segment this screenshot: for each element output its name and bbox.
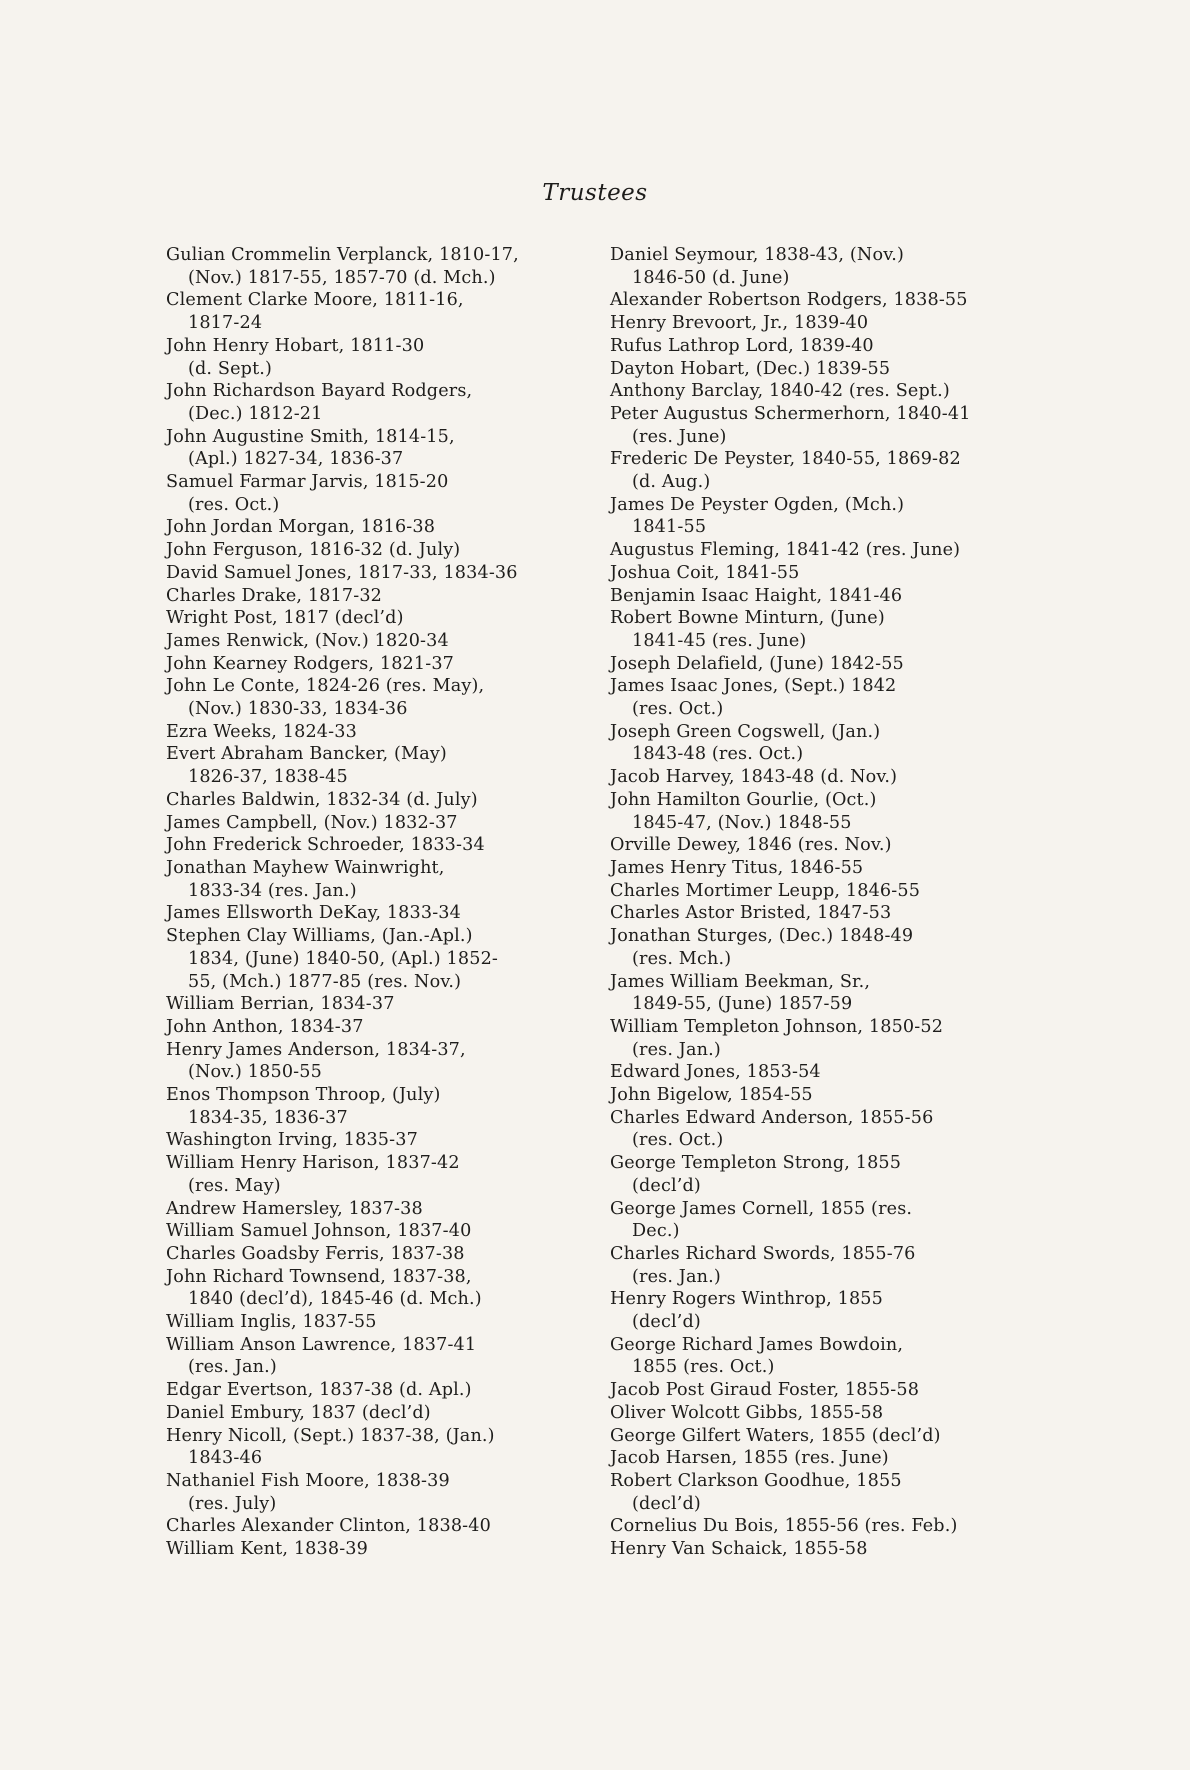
trustee-entry [610, 675, 1050, 720]
trustee-name-line: John Henry Hobart, 1811-30 [166, 335, 425, 356]
trustee-entry [166, 1470, 586, 1515]
trustee-entry [610, 1152, 1050, 1197]
trustee-name-line: James Isaac Jones, (Sept.) 1842 [610, 676, 897, 697]
trustee-continuation-line: (Apl.) 1827-34, 1836-37 [188, 449, 404, 470]
trustee-name-line: Jonathan Mayhew Wainwright, [166, 857, 445, 878]
trustee-entry [166, 1220, 586, 1243]
trustee-name-line: Henry Brevoort, Jr., 1839-40 [610, 313, 869, 334]
trustee-name-line: Rufus Lathrop Lord, 1839-40 [610, 335, 874, 356]
trustee-name-line: Washington Irving, 1835-37 [166, 1130, 418, 1151]
trustee-continuation-line: 1843-46 [188, 1448, 263, 1469]
trustee-name-line: Charles Goadsby Ferris, 1837-38 [166, 1243, 465, 1264]
trustee-name-line: John Frederick Schroeder, 1833-34 [166, 835, 485, 856]
trustee-entry [610, 789, 1050, 834]
trustee-name-line: Charles Astor Bristed, 1847-53 [610, 903, 892, 924]
trustee-name-line: Henry James Anderson, 1834-37, [166, 1039, 466, 1060]
trustee-entry [610, 902, 1050, 925]
trustee-continuation-line: 1840 (decl’d), 1845-46 (d. Mch.) [188, 1289, 482, 1310]
trustee-name-line: James William Beekman, Sr., [610, 971, 871, 992]
trustee-name-line: Enos Thompson Throop, (July) [166, 1085, 441, 1106]
trustee-continuation-line: (res. June) [632, 426, 727, 447]
trustee-name-line: Augustus Fleming, 1841-42 (res. June) [610, 540, 961, 561]
page-title: Trustees [542, 180, 648, 206]
trustee-name-line: John Le Conte, 1824-26 (res. May), [166, 676, 485, 697]
trustee-entry [166, 993, 586, 1016]
trustees-list-right-column [610, 244, 1050, 1561]
trustee-name-line: James Henry Titus, 1846-55 [610, 857, 864, 878]
trustee-name-line: Frederic De Peyster, 1840-55, 1869-82 [610, 449, 961, 470]
trustee-entry [610, 1334, 1050, 1379]
trustee-entry [610, 1243, 1050, 1288]
trustee-name-line: William Henry Harison, 1837-42 [166, 1153, 460, 1174]
trustee-name-line: William Templeton Johnson, 1850-52 [610, 1016, 944, 1037]
trustee-continuation-line: (res. Oct.) [188, 494, 280, 515]
trustee-name-line: David Samuel Jones, 1817-33, 1834-36 [166, 562, 518, 583]
trustee-entry [166, 1129, 586, 1152]
trustee-name-line: Orville Dewey, 1846 (res. Nov.) [610, 835, 892, 856]
trustee-continuation-line: 1849-55, (June) 1857-59 [632, 994, 853, 1015]
trustee-name-line: Robert Clarkson Goodhue, 1855 [610, 1470, 902, 1491]
trustee-name-line: Samuel Farmar Jarvis, 1815-20 [166, 472, 449, 493]
trustee-entry [610, 1107, 1050, 1152]
trustee-entry [166, 902, 586, 925]
trustee-entry [166, 1266, 586, 1311]
trustee-name-line: Edward Jones, 1853-54 [610, 1062, 821, 1083]
trustees-list-left-column [166, 244, 586, 1561]
trustee-entry [166, 1425, 586, 1470]
trustee-name-line: Charles Edward Anderson, 1855-56 [610, 1107, 934, 1128]
trustee-entry [166, 426, 586, 471]
trustee-name-line: Charles Baldwin, 1832-34 (d. July) [166, 789, 478, 810]
trustee-entry [166, 1084, 586, 1129]
trustee-name-line: Nathaniel Fish Moore, 1838-39 [166, 1470, 450, 1491]
trustee-name-line: William Samuel Johnson, 1837-40 [166, 1221, 472, 1242]
trustee-continuation-line: (res. Mch.) [632, 948, 732, 969]
trustee-entry [610, 312, 1050, 335]
trustee-entry [610, 1402, 1050, 1425]
trustee-name-line: Ezra Weeks, 1824-33 [166, 721, 357, 742]
trustee-entry [166, 335, 586, 380]
trustee-name-line: William Anson Lawrence, 1837-41 [166, 1334, 477, 1355]
trustee-entry [610, 1288, 1050, 1333]
trustee-name-line: Stephen Clay Williams, (Jan.-Apl.) [166, 926, 473, 947]
trustee-continuation-line: (res. July) [188, 1493, 277, 1514]
trustee-entry [166, 653, 586, 676]
trustee-name-line: George Richard James Bowdoin, [610, 1334, 904, 1355]
trustee-continuation-line: (d. Sept.) [188, 358, 273, 379]
trustee-entry [166, 1334, 586, 1379]
trustee-entry [610, 1425, 1050, 1448]
trustee-entry [166, 1379, 586, 1402]
trustee-name-line: Cornelius Du Bois, 1855-56 (res. Feb.) [610, 1516, 958, 1537]
trustee-name-line: John Jordan Morgan, 1816-38 [166, 517, 436, 538]
trustee-entry [166, 289, 586, 334]
trustee-name-line: William Inglis, 1837-55 [166, 1312, 377, 1333]
trustee-name-line: Jacob Harvey, 1843-48 (d. Nov.) [610, 767, 898, 788]
trustee-name-line: John Ferguson, 1816-32 (d. July) [166, 540, 461, 561]
trustee-entry [166, 857, 586, 902]
trustee-entry [166, 1198, 586, 1221]
trustee-continuation-line: 1826-37, 1838-45 [188, 767, 348, 788]
trustee-entry [610, 244, 1050, 289]
trustee-name-line: Jonathan Sturges, (Dec.) 1848-49 [610, 926, 914, 947]
trustee-entry [610, 1447, 1050, 1470]
trustee-entry [166, 925, 586, 993]
trustee-name-line: Wright Post, 1817 (decl’d) [166, 608, 404, 629]
trustee-continuation-line: 1834, (June) 1840-50, (Apl.) 1852- [188, 948, 499, 969]
trustee-continuation-line: (res. Jan.) [188, 1357, 277, 1378]
trustee-entry [610, 1470, 1050, 1515]
trustee-name-line: Oliver Wolcott Gibbs, 1855-58 [610, 1402, 884, 1423]
trustee-entry [610, 925, 1050, 970]
trustee-name-line: Charles Alexander Clinton, 1838-40 [166, 1516, 491, 1537]
trustee-entry [166, 471, 586, 516]
trustee-entry [166, 585, 586, 608]
trustee-entry [166, 1402, 586, 1425]
trustee-continuation-line: 1855 (res. Oct.) [632, 1357, 775, 1378]
trustee-entry [610, 857, 1050, 880]
trustee-entry [166, 244, 586, 289]
trustee-name-line: James Campbell, (Nov.) 1832-37 [166, 812, 458, 833]
trustee-name-line: Joshua Coit, 1841-55 [610, 562, 800, 583]
trustee-entry [610, 653, 1050, 676]
trustee-continuation-line: (d. Aug.) [632, 472, 711, 493]
trustee-continuation-line: 1834-35, 1836-37 [188, 1107, 348, 1128]
trustee-continuation-line: Dec.) [632, 1221, 680, 1242]
trustee-entry [610, 289, 1050, 312]
trustee-continuation-line: 1817-24 [188, 313, 263, 334]
trustee-entry [610, 971, 1050, 1016]
trustee-entry [166, 1152, 586, 1197]
trustee-name-line: Anthony Barclay, 1840-42 (res. Sept.) [610, 381, 950, 402]
trustee-name-line: James Renwick, (Nov.) 1820-34 [166, 630, 449, 651]
trustee-entry [610, 1379, 1050, 1402]
trustee-name-line: Peter Augustus Schermerhorn, 1840-41 [610, 403, 971, 424]
trustee-entry [610, 1198, 1050, 1243]
trustee-entry [166, 1243, 586, 1266]
trustee-continuation-line: 1843-48 (res. Oct.) [632, 744, 804, 765]
trustee-name-line: Clement Clarke Moore, 1811-16, [166, 290, 464, 311]
trustee-name-line: George Templeton Strong, 1855 [610, 1153, 902, 1174]
trustee-continuation-line: 1841-45 (res. June) [632, 630, 807, 651]
trustee-entry [610, 834, 1050, 857]
trustee-entry [166, 1538, 586, 1561]
trustee-entry [166, 721, 586, 744]
trustee-name-line: Joseph Green Cogswell, (Jan.) [610, 721, 881, 742]
trustee-continuation-line: (res. Oct.) [632, 699, 724, 720]
trustee-continuation-line: 55, (Mch.) 1877-85 (res. Nov.) [188, 971, 462, 992]
trustee-name-line: Charles Richard Swords, 1855-76 [610, 1243, 916, 1264]
trustee-entry [610, 721, 1050, 766]
trustee-name-line: Jacob Harsen, 1855 (res. June) [610, 1448, 889, 1469]
trustee-name-line: Benjamin Isaac Haight, 1841-46 [610, 585, 903, 606]
trustee-entry [166, 607, 586, 630]
trustee-name-line: Andrew Hamersley, 1837-38 [166, 1198, 423, 1219]
trustee-continuation-line: (res. May) [188, 1175, 281, 1196]
trustee-name-line: Henry Rogers Winthrop, 1855 [610, 1289, 883, 1310]
trustee-entry [610, 403, 1050, 448]
trustee-name-line: Robert Bowne Minturn, (June) [610, 608, 885, 629]
trustee-entry [610, 585, 1050, 608]
trustee-entry [166, 1311, 586, 1334]
trustee-name-line: John Hamilton Gourlie, (Oct.) [610, 789, 877, 810]
trustee-entry [166, 539, 586, 562]
trustee-continuation-line: 1841-55 [632, 517, 707, 538]
trustee-name-line: Joseph Delafield, (June) 1842-55 [610, 653, 904, 674]
trustee-continuation-line: (Nov.) 1830-33, 1834-36 [188, 699, 408, 720]
trustee-name-line: Evert Abraham Bancker, (May) [166, 744, 447, 765]
trustee-name-line: William Kent, 1838-39 [166, 1539, 368, 1560]
trustee-entry [610, 1061, 1050, 1084]
trustee-entry [610, 539, 1050, 562]
trustee-entry [610, 607, 1050, 652]
trustee-entry [166, 516, 586, 539]
trustee-name-line: John Kearney Rodgers, 1821-37 [166, 653, 455, 674]
trustee-name-line: John Anthon, 1834-37 [166, 1016, 364, 1037]
trustee-name-line: James De Peyster Ogden, (Mch.) [610, 494, 905, 515]
trustee-name-line: John Bigelow, 1854-55 [610, 1085, 813, 1106]
trustee-entry [166, 1515, 586, 1538]
trustee-entry [166, 834, 586, 857]
trustee-entry [610, 562, 1050, 585]
trustee-entry [166, 562, 586, 585]
trustee-entry [610, 380, 1050, 403]
trustee-entry [166, 789, 586, 812]
trustee-continuation-line: (Nov.) 1850-55 [188, 1062, 322, 1083]
trustee-name-line: Alexander Robertson Rodgers, 1838-55 [610, 290, 968, 311]
trustee-continuation-line: (decl’d) [632, 1312, 701, 1333]
trustee-entry [610, 448, 1050, 493]
trustee-name-line: Charles Drake, 1817-32 [166, 585, 383, 606]
trustee-entry [166, 1039, 586, 1084]
trustee-entry [610, 880, 1050, 903]
trustee-continuation-line: (res. Jan.) [632, 1266, 721, 1287]
trustee-name-line: Edgar Evertson, 1837-38 (d. Apl.) [166, 1380, 472, 1401]
trustee-name-line: Daniel Seymour, 1838-43, (Nov.) [610, 245, 904, 265]
trustee-entry [166, 812, 586, 835]
trustee-continuation-line: (res. Jan.) [632, 1039, 721, 1060]
trustee-continuation-line: (decl’d) [632, 1175, 701, 1196]
trustee-entry [166, 675, 586, 720]
trustee-continuation-line: (Dec.) 1812-21 [188, 403, 323, 424]
trustee-name-line: Henry Van Schaick, 1855-58 [610, 1539, 868, 1560]
trustee-entry [166, 1016, 586, 1039]
trustee-name-line: John Richard Townsend, 1837-38, [166, 1266, 472, 1287]
trustee-continuation-line: 1845-47, (Nov.) 1848-55 [632, 812, 852, 833]
trustee-name-line: Daniel Embury, 1837 (decl’d) [166, 1402, 431, 1423]
trustee-continuation-line: 1833-34 (res. Jan.) [188, 880, 357, 901]
trustee-entry [166, 743, 586, 788]
trustee-entry [610, 1084, 1050, 1107]
trustee-name-line: William Berrian, 1834-37 [166, 994, 395, 1015]
trustee-entry [166, 380, 586, 425]
trustee-name-line: John Richardson Bayard Rodgers, [166, 381, 473, 402]
trustee-entry [610, 1016, 1050, 1061]
trustee-name-line: George James Cornell, 1855 (res. [610, 1198, 913, 1219]
trustee-entry [166, 630, 586, 653]
trustee-name-line: Dayton Hobart, (Dec.) 1839-55 [610, 358, 891, 379]
trustee-name-line: John Augustine Smith, 1814-15, [166, 426, 455, 447]
trustee-entry [610, 766, 1050, 789]
trustee-name-line: James Ellsworth DeKay, 1833-34 [166, 903, 461, 924]
trustee-continuation-line: (Nov.) 1817-55, 1857-70 (d. Mch.) [188, 267, 496, 288]
trustee-entry [610, 494, 1050, 539]
trustee-entry [610, 335, 1050, 358]
trustee-continuation-line: (decl’d) [632, 1493, 701, 1514]
trustee-name-line: Charles Mortimer Leupp, 1846-55 [610, 880, 921, 901]
trustee-continuation-line: (res. Oct.) [632, 1130, 724, 1151]
trustee-entry [610, 1515, 1050, 1538]
trustee-entry [610, 358, 1050, 381]
trustee-continuation-line: 1846-50 (d. June) [632, 267, 790, 288]
trustee-entry [610, 1538, 1050, 1561]
trustee-name-line: Gulian Crommelin Verplanck, 1810-17, [166, 245, 519, 265]
trustee-name-line: Henry Nicoll, (Sept.) 1837-38, (Jan.) [166, 1425, 495, 1446]
trustee-name-line: George Gilfert Waters, 1855 (decl’d) [610, 1425, 941, 1446]
trustee-name-line: Jacob Post Giraud Foster, 1855-58 [610, 1380, 920, 1401]
